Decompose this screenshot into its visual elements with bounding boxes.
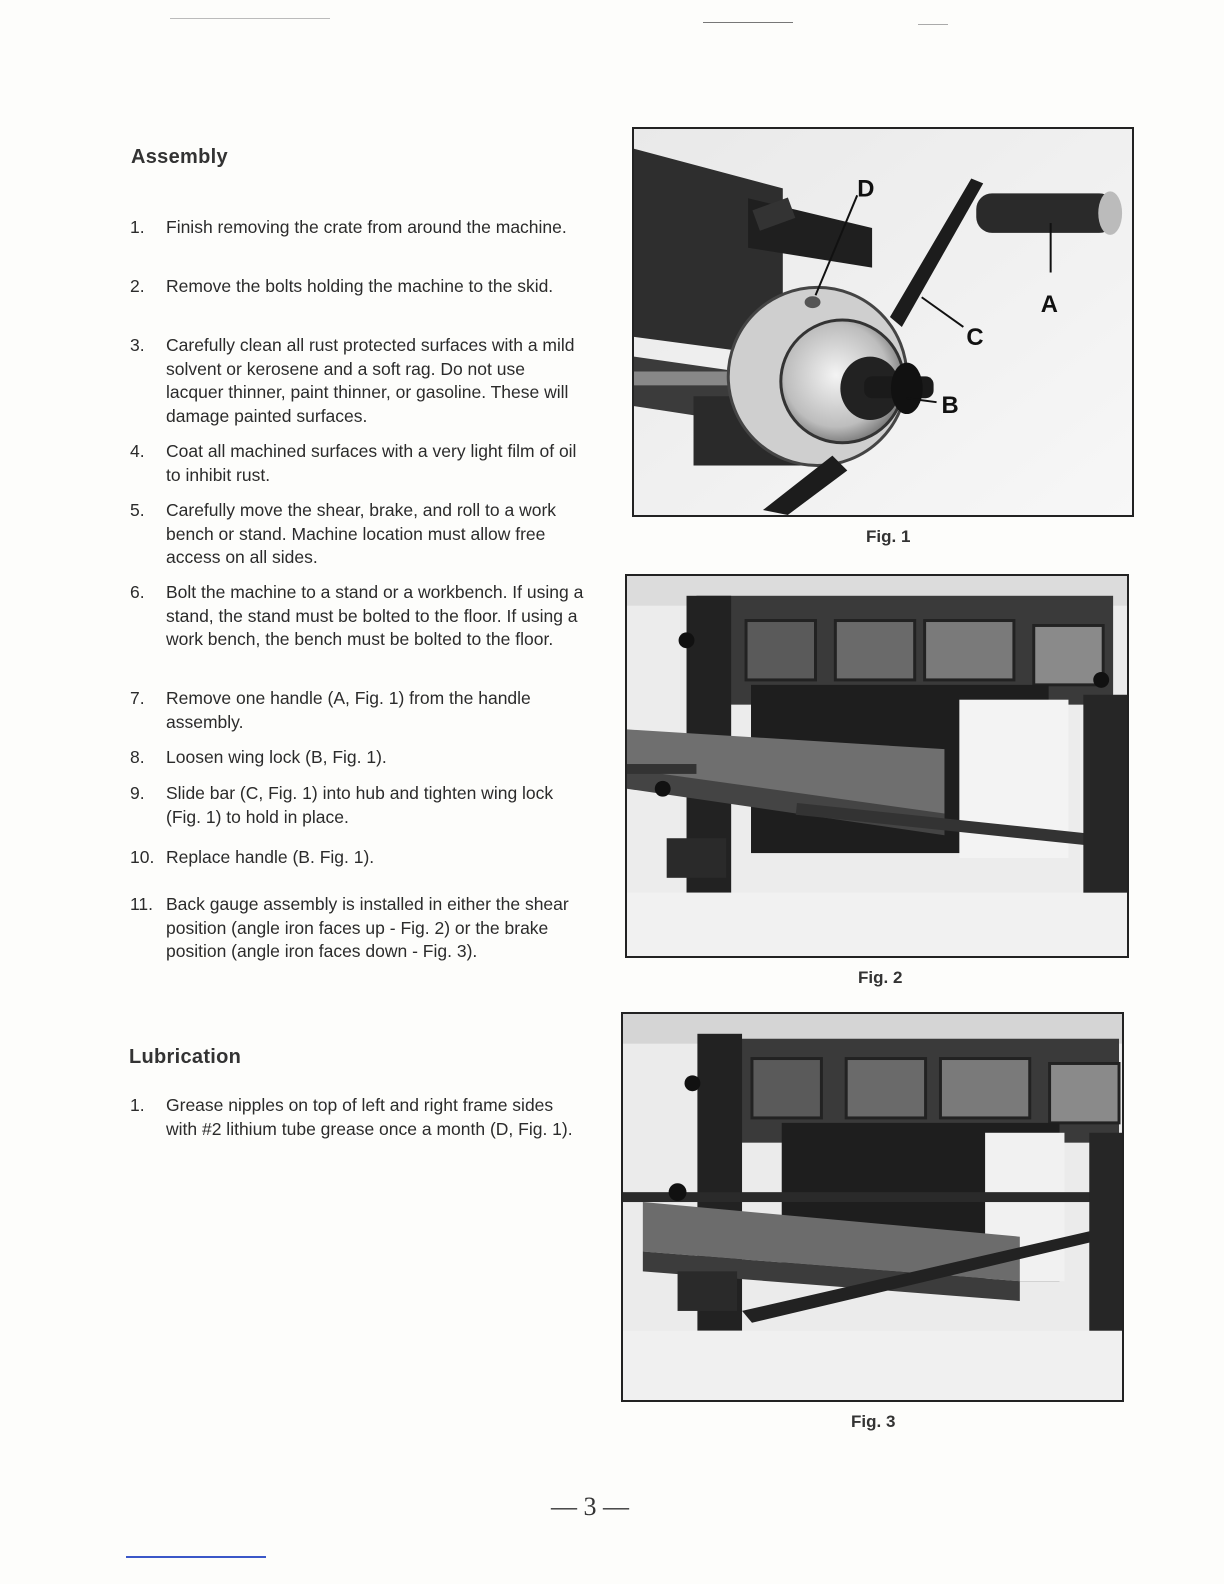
lubrication-heading: Lubrication (129, 1046, 242, 1068)
callout-a: A (1040, 291, 1058, 319)
step-number: 7. (130, 688, 145, 708)
step-number: 1. (130, 1095, 145, 1115)
step-number: 3. (130, 335, 145, 355)
step-text: Coat all machined surfaces with a very light film of oil to inhibit rust. (166, 441, 577, 485)
step-text: Remove one handle (A, Fig. 1) from the handle assembly. (166, 688, 531, 732)
step-number: 4. (130, 441, 145, 461)
step-number: 8. (130, 747, 145, 767)
scan-mark (918, 24, 948, 25)
step-text: Carefully clean all rust protected surfaces with a mild solvent or kerosene and a soft rag. Do not use lacquer thinner, paint thinner, or gasoline. These will damage painted surfaces. (166, 335, 575, 426)
step-text: Loosen wing lock (B, Fig. 1). (166, 747, 387, 767)
figure-2-caption: Fig. 2 (858, 968, 903, 987)
step-text: Bolt the machine to a stand or a workbench. If using a stand, the stand must be bolted to the floor. If using a work bench, the bench must be bolted to the floor. (166, 582, 584, 649)
step-number: 1. (130, 217, 145, 237)
scan-mark (170, 18, 330, 19)
step-number: 6. (130, 582, 145, 602)
figure-1-photo (632, 127, 1134, 517)
step-number: 9. (130, 783, 145, 803)
step-text: Finish removing the crate from around the machine. (166, 217, 567, 237)
step-text: Grease nipples on top of left and right frame sides with #2 lithium tube grease once a month (D, Fig. 1). (166, 1095, 573, 1139)
figure-1-caption: Fig. 1 (866, 527, 911, 546)
figure-2-photo (625, 574, 1129, 958)
back-gauge-shear-position-illustration (627, 576, 1127, 956)
callout-d: D (857, 175, 875, 203)
callout-b: B (941, 392, 959, 420)
step-text: Replace handle (B. Fig. 1). (166, 847, 375, 867)
figure-3-photo (621, 1012, 1124, 1402)
step-number: 5. (130, 500, 145, 520)
step-number: 10. (130, 847, 155, 867)
figure-3-caption: Fig. 3 (851, 1412, 896, 1431)
handle-assembly-illustration (634, 129, 1132, 515)
scan-mark (703, 22, 793, 23)
callout-c: C (966, 323, 984, 351)
bottom-underline (126, 1556, 266, 1558)
step-text: Back gauge assembly is installed in either the shear position (angle iron faces up - Fig. 2) or the brake position (angle iron faces down - Fig. 3). (166, 894, 569, 961)
step-text: Slide bar (C, Fig. 1) into hub and tighten wing lock (Fig. 1) to hold in place. (166, 783, 554, 827)
page-number: — 3 — (551, 1492, 629, 1521)
step-number: 2. (130, 276, 145, 296)
back-gauge-brake-position-illustration (623, 1014, 1122, 1400)
assembly-heading: Assembly (131, 146, 228, 168)
step-text: Remove the bolts holding the machine to the skid. (166, 276, 554, 296)
step-text: Carefully move the shear, brake, and roll to a work bench or stand. Machine location must allow free access on all sides. (166, 500, 557, 567)
step-number: 11. (130, 894, 154, 914)
